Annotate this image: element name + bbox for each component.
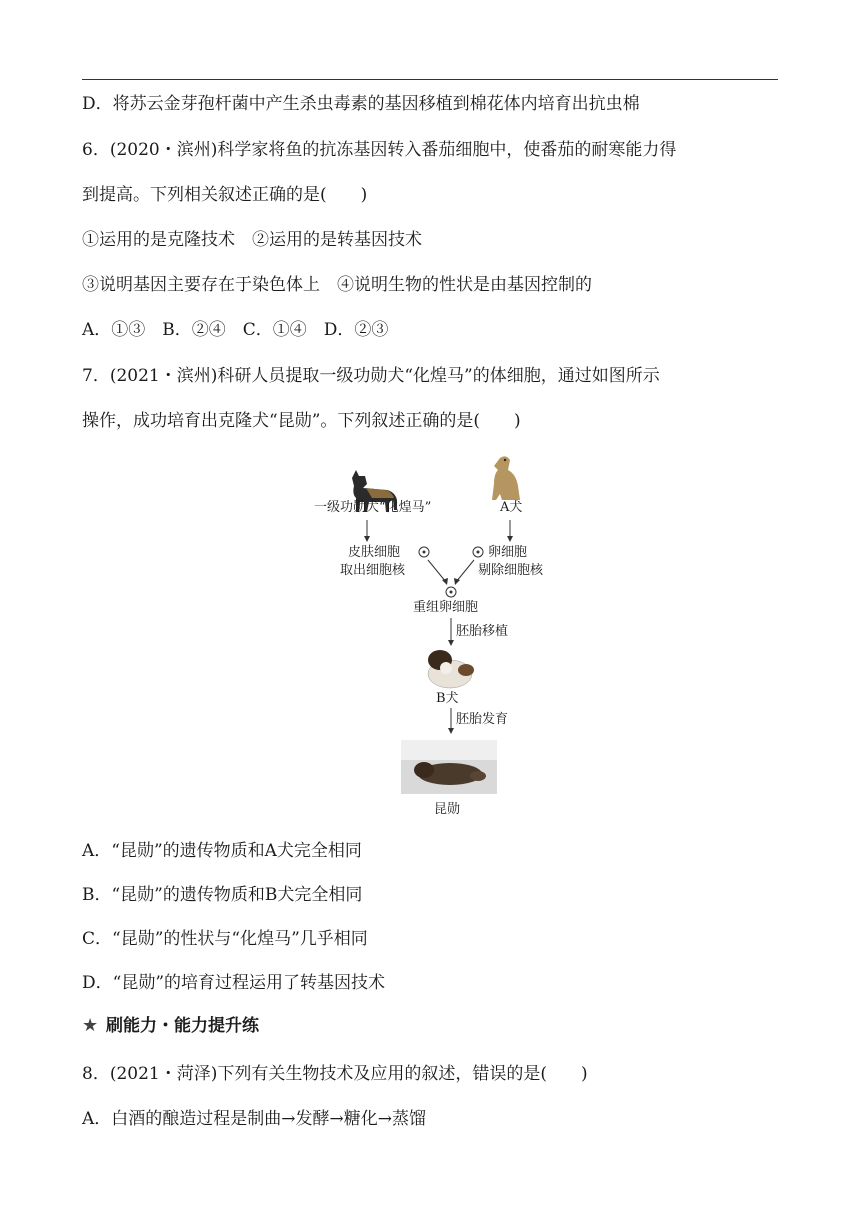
dog-a-label: A犬: [500, 500, 523, 515]
cloning-diagram: [300, 448, 560, 828]
star-icon: ★: [82, 1015, 99, 1036]
dog-b-image: [428, 650, 474, 688]
q6-statements-line1: ①运用的是克隆技术 ②运用的是转基因技术: [82, 230, 422, 250]
q7-option-d: D．“昆勋”的培育过程运用了转基因技术: [82, 973, 386, 993]
egg-cell-label: 卵细胞: [488, 545, 528, 560]
skin-cell-label: 皮肤细胞: [348, 545, 401, 560]
q7-option-a: A．“昆勋”的遗传物质和A犬完全相同: [82, 841, 362, 861]
q6-stem-line1: 6．(2020・滨州)科学家将鱼的抗冻基因转入番茄细胞中，使番茄的耐寒能力得: [82, 140, 677, 160]
clone-puppy-photo: [401, 740, 497, 794]
donor-dog-label: 一级功勋犬“化煌马”: [314, 500, 432, 515]
q7-option-b: B．“昆勋”的遗传物质和B犬完全相同: [82, 885, 363, 905]
dog-a-image: [492, 456, 520, 500]
q6-statements-line2: ③说明基因主要存在于染色体上 ④说明生物的性状是由基因控制的: [82, 275, 592, 295]
clone-label: 昆勋: [434, 802, 461, 817]
q8-stem: 8．(2021・菏泽)下列有关生物技术及应用的叙述，错误的是( ): [82, 1064, 588, 1084]
q6-options: A．①③ B．②④ C．①④ D．②③: [82, 320, 389, 340]
section-title: 刷能力・能力提升练: [106, 1016, 259, 1036]
q7-stem-line1: 7．(2021・滨州)科研人员提取一级功勋犬“化煌马”的体细胞，通过如图所示: [82, 366, 660, 386]
top-divider: [82, 79, 778, 80]
embryo-transfer-label: 胚胎移植: [456, 624, 509, 639]
q7-option-c: C．“昆勋”的性状与“化煌马”几乎相同: [82, 929, 368, 949]
take-nucleus-label: 取出细胞核: [340, 563, 406, 578]
q5-option-d: D．将苏云金芽孢杆菌中产生杀虫毒素的基因移植到棉花体内培育出抗虫棉: [82, 94, 640, 114]
reconstructed-egg-label: 重组卵细胞: [413, 600, 479, 615]
q7-stem-line2: 操作，成功培育出克隆犬“昆勋”。下列叙述正确的是( ): [82, 411, 521, 431]
dog-b-label: B犬: [436, 691, 459, 706]
section-heading: [82, 1014, 259, 1038]
q8-option-a: A．白酒的酿造过程是制曲→发酵→糖化→蒸馏: [82, 1109, 427, 1129]
remove-nucleus-label: 剔除细胞核: [478, 563, 544, 578]
embryo-development-label: 胚胎发育: [456, 712, 509, 727]
q6-stem-line2: 到提高。下列相关叙述正确的是( ): [82, 185, 368, 205]
